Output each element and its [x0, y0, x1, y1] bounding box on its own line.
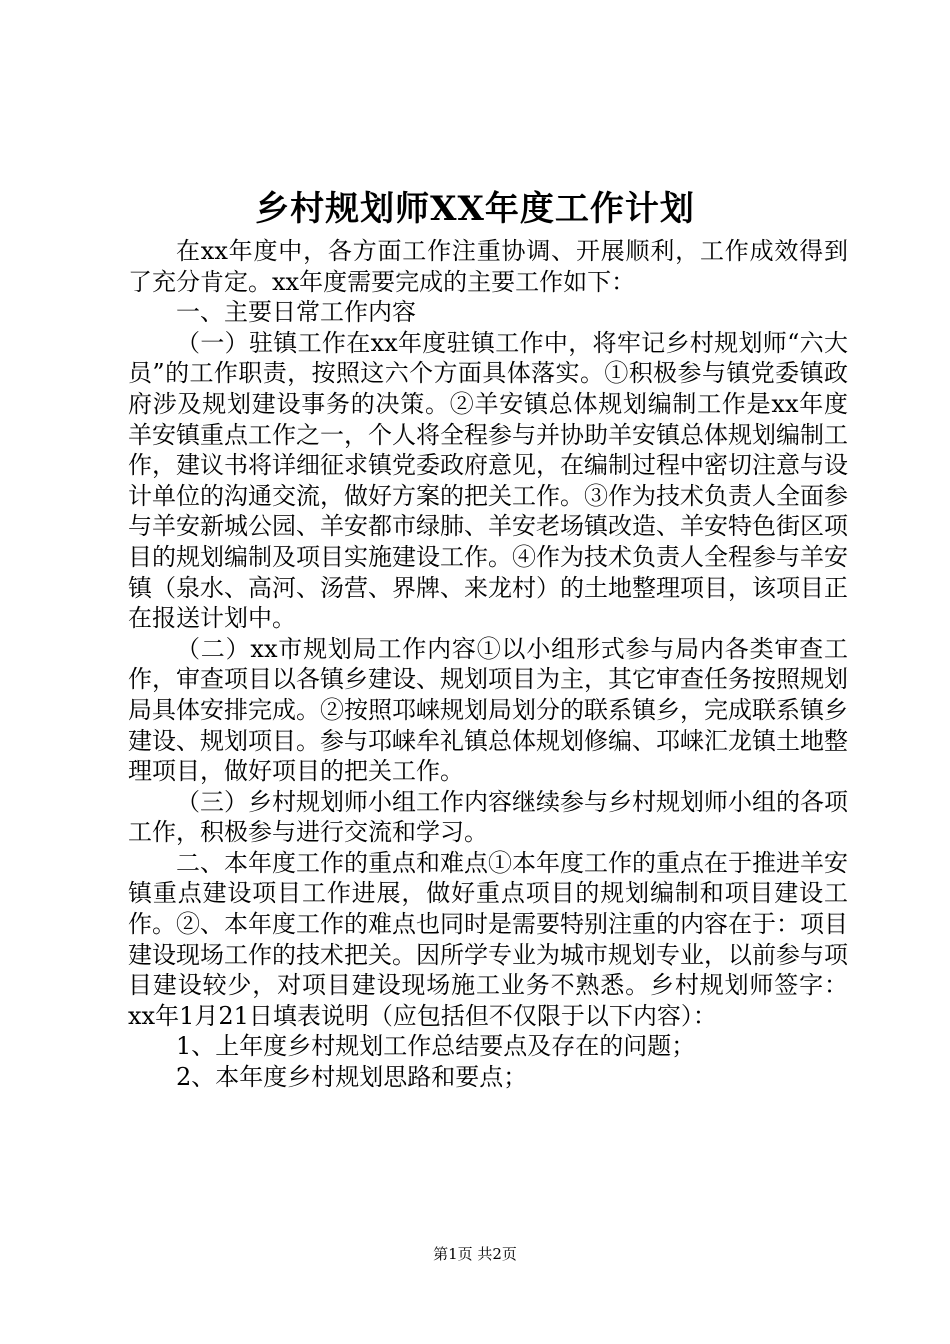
paragraph-focus-difficulty: 二、本年度工作的重点和难点①本年度工作的重点在于推进羊安镇重点建设项目工作进展，做好重点项目的规划编制和项目建设工作。②、本年度工作的难点也同时是需要特别注重的内容在于：项目建设现场工作的技术把关。因所学专业为城市规划专业，以前参与项目建设较少，对项目建设现场施工业务不熟悉。乡村规划师签字：xx年1月21日填表说明（应包括但不仅限于以下内容）：	[128, 848, 848, 1030]
paragraph-town-work: （一）驻镇工作在xx年度驻镇工作中，将牢记乡村规划师“六大员”的工作职责，按照这六个方面具体落实。①积极参与镇党委镇政府涉及规划建设事务的决策。②羊安镇总体规划编制工作是xx年度羊安镇重点工作之一，个人将全程参与并协助羊安镇总体规划编制工作，建议书将详细征求镇党委政府意见，在编制过程中密切注意与设计单位的沟通交流，做好方案的把关工作。③作为技术负责人全面参与羊安新城公园、羊安都市绿肺、羊安老场镇改造、羊安特色街区项目的规划编制及项目实施建设工作。④作为技术负责人全程参与羊安镇（泉水、高河、汤营、界牌、来龙村）的土地整理项目，该项目正在报送计划中。	[128, 328, 848, 633]
list-item-1: 1、上年度乡村规划工作总结要点及存在的问题；	[176, 1032, 696, 1061]
section-heading-daily-work: 一、主要日常工作内容	[176, 298, 416, 327]
paragraph-planning-bureau: （二）xx市规划局工作内容①以小组形式参与局内各类审查工作，审查项目以各镇乡建设、规划项目为主，其它审查任务按照规划局具体安排完成。②按照邛崃规划局划分的联系镇乡，完成联系镇乡建设、规划项目。参与邛崃牟礼镇总体规划修编、邛崃汇龙镇土地整理项目，做好项目的把关工作。	[128, 634, 848, 786]
list-item-2: 2、本年度乡村规划思路和要点；	[176, 1063, 528, 1092]
paragraph-planner-group: （三）乡村规划师小组工作内容继续参与乡村规划师小组的各项工作，积极参与进行交流和学习。	[128, 787, 848, 847]
document-body	[128, 236, 848, 1093]
page-number-footer: 第1页 共2页	[433, 1245, 517, 1263]
paragraph-intro: 在xx年度中，各方面工作注重协调、开展顺利，工作成效得到了充分肯定。xx年度需要完成的主要工作如下：	[128, 237, 848, 296]
document-title: 乡村规划师XX年度工作计划	[255, 189, 695, 229]
